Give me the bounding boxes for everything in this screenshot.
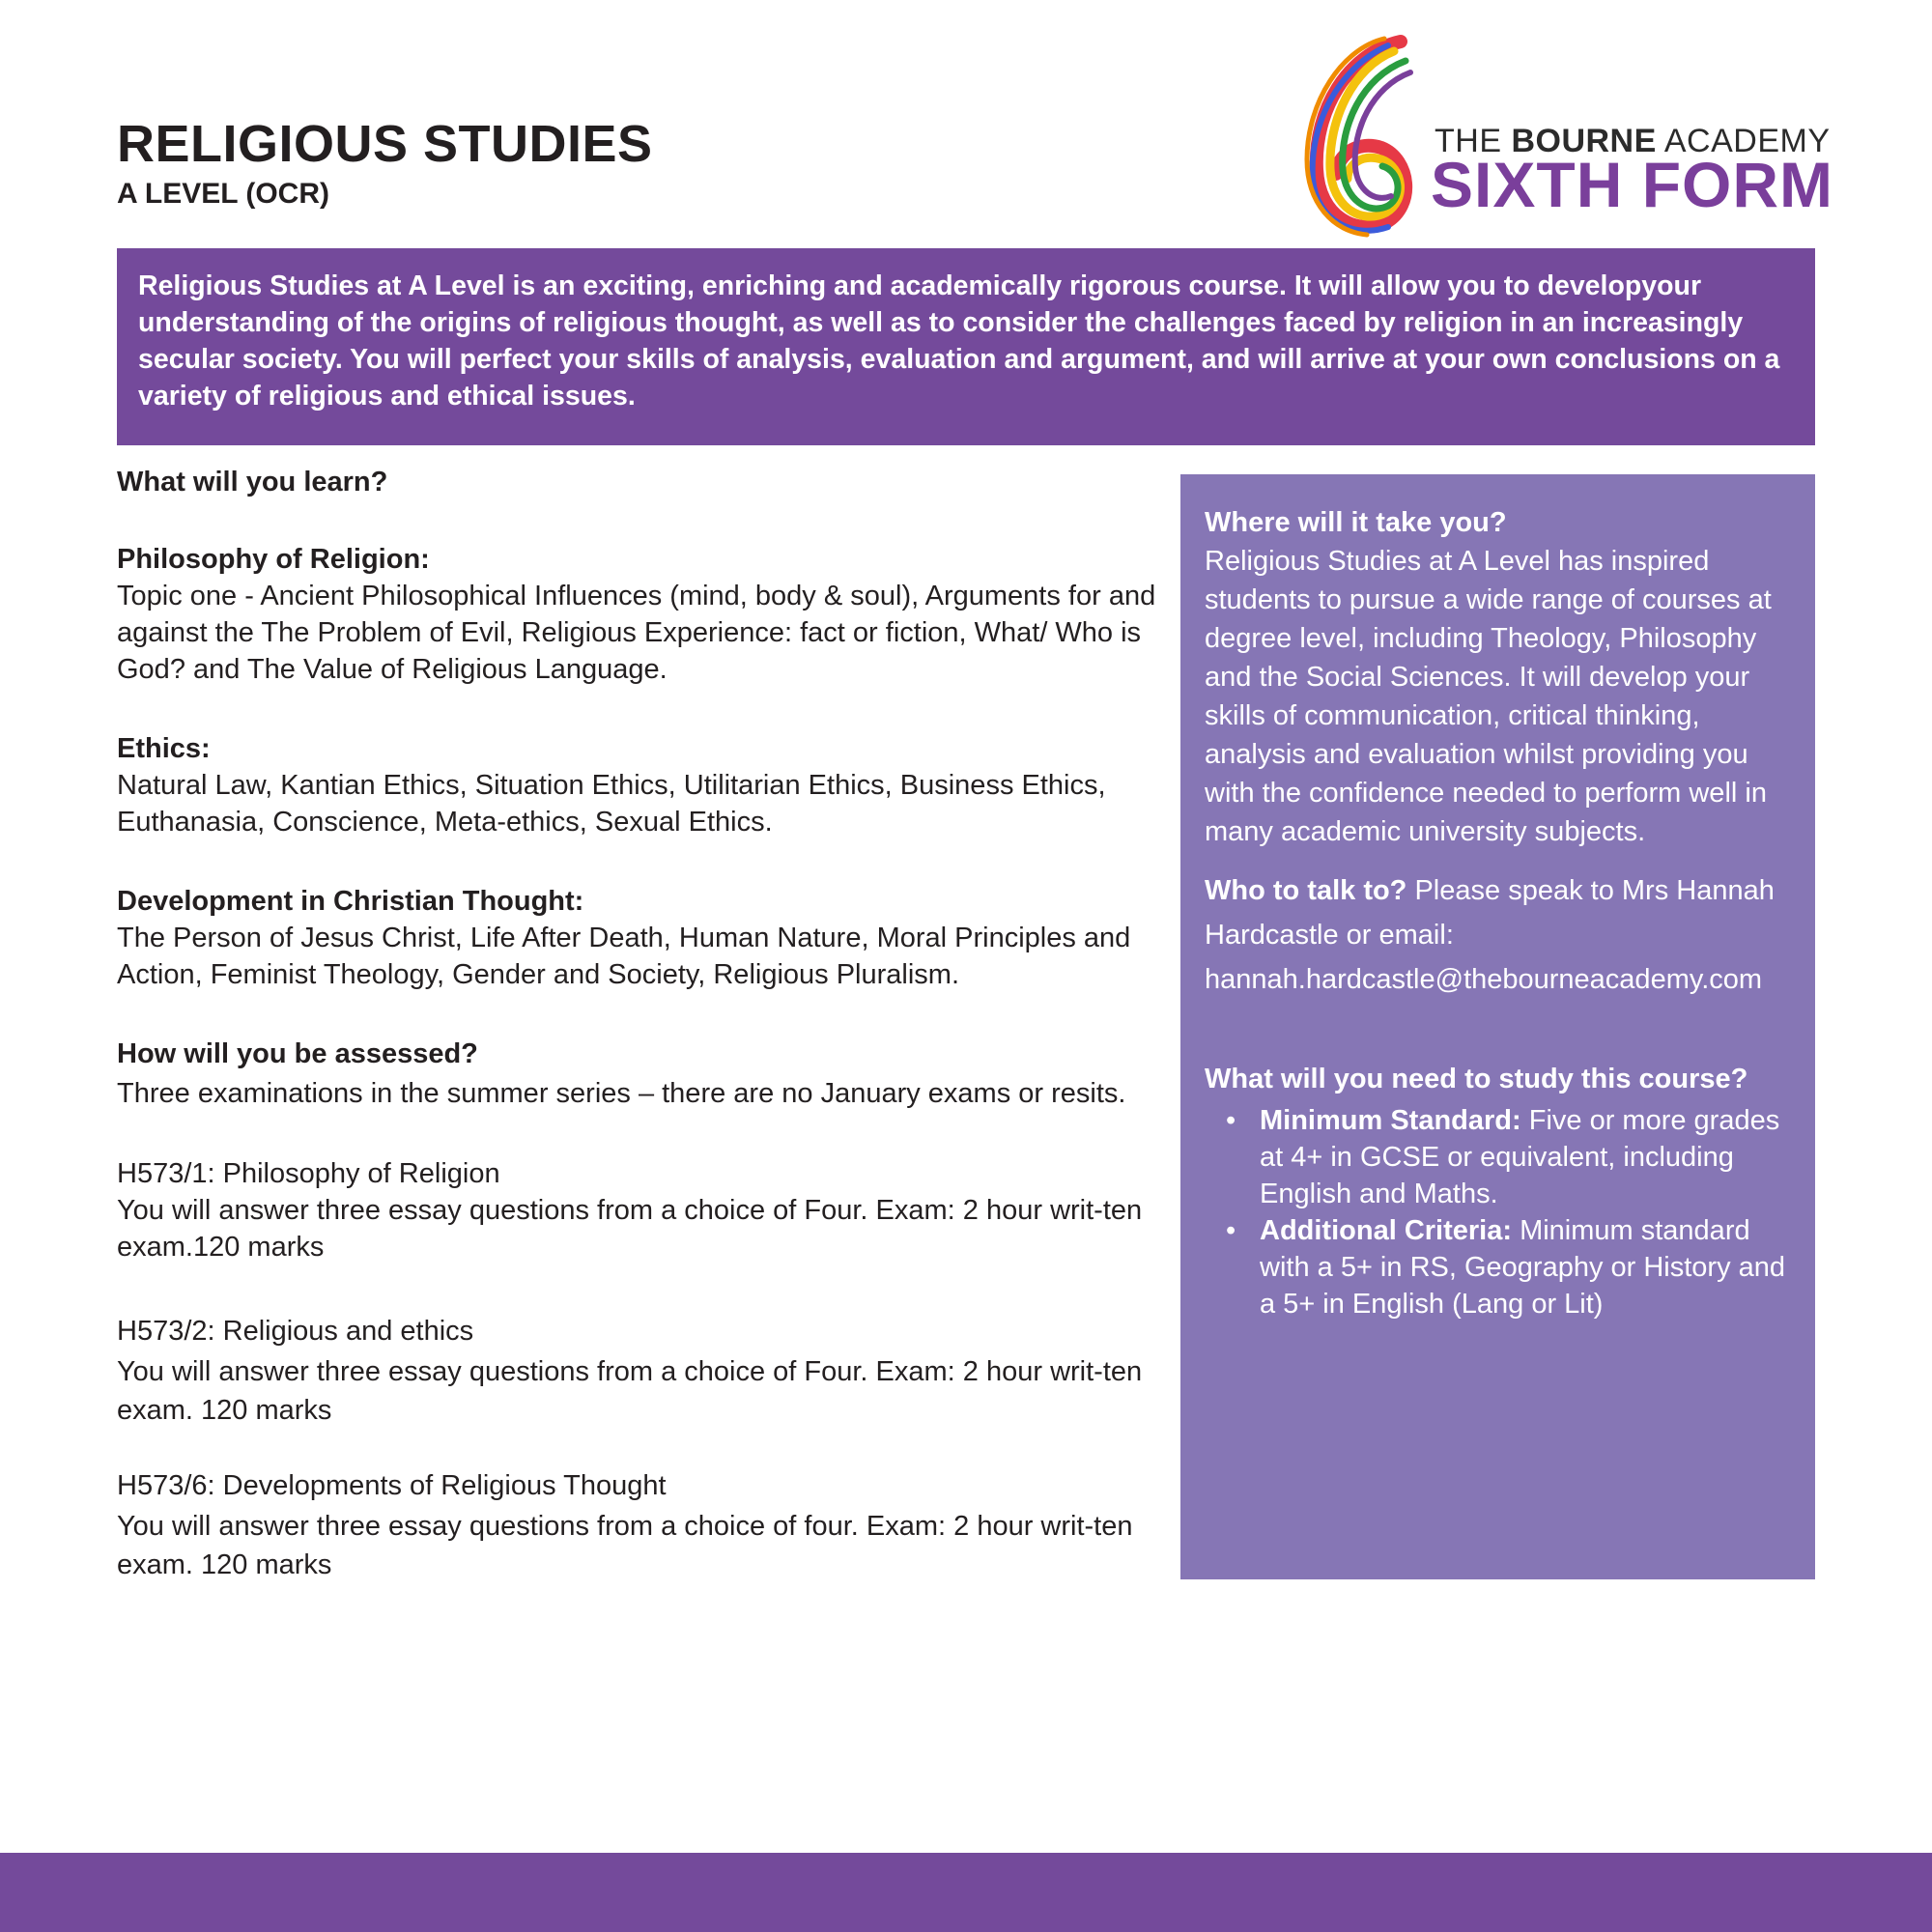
list-item bbox=[1226, 1212, 1796, 1322]
talk-heading: Who to talk to? bbox=[1205, 875, 1407, 906]
christian-thought-heading: Development in Christian Thought: bbox=[117, 886, 584, 917]
list-item bbox=[1226, 1102, 1796, 1212]
paper-1-code: H573/1: Philosophy of Religion bbox=[117, 1158, 500, 1189]
logo-sixth-form: SIXTH FORM bbox=[1431, 149, 1833, 220]
bullet-icon: • bbox=[1226, 1105, 1236, 1136]
intro-banner: Religious Studies at A Level is an exciting, enriching and academically rigorous course. It will allow you to developyour understanding of the origins of religious thought, as well as to consider the challenges faced by religion in an increasingly secular society. You will perfect your skills of analysis, evaluation and argument, and will arrive at your own conclusions on a variety of religious and ethical issues. bbox=[117, 248, 1815, 445]
school-logo bbox=[1299, 34, 1833, 242]
talk-text: Please speak to Mrs Hannah Hardcastle or email: bbox=[1205, 875, 1775, 951]
talk-paragraph bbox=[1205, 868, 1796, 957]
paper-1-text: You will answer three essay questions from a choice of Four. Exam: 2 hour writ-ten exam.120 marks bbox=[117, 1195, 1143, 1263]
requirements-list bbox=[1205, 1102, 1796, 1322]
philosophy-text: Topic one - Ancient Philosophical Influences (mind, body & soul), Arguments for and against the The Problem of Evil, Religious Experience: fact or fiction, What/ Who is God? and The Value of Religious Language. bbox=[117, 581, 1156, 685]
ethics-text: Natural Law, Kantian Ethics, Situation Ethics, Utilitarian Ethics, Business Ethics, Euthanasia, Conscience, Meta-ethics, Sexual Ethics. bbox=[117, 770, 1106, 838]
paper-2-code: H573/2: Religious and ethics bbox=[117, 1316, 474, 1347]
learn-heading: What will you learn? bbox=[117, 467, 388, 497]
main-content bbox=[117, 464, 1170, 1584]
paper-3-text: You will answer three essay questions from a choice of four. Exam: 2 hour writ-ten exam. 120 marks bbox=[117, 1511, 1133, 1580]
page-subtitle: A LEVEL (OCR) bbox=[117, 178, 330, 210]
where-heading: Where will it take you? bbox=[1205, 507, 1507, 538]
sixth-form-logo-icon bbox=[1299, 34, 1425, 242]
paper-2-text: You will answer three essay questions from a choice of Four. Exam: 2 hour writ-ten exam. 120 marks bbox=[117, 1356, 1143, 1426]
criteria-text: Minimum standard with a 5+ in RS, Geography or History and a 5+ in English (Lang or Lit) bbox=[1260, 1215, 1786, 1320]
requirements-heading: What will you need to study this course? bbox=[1205, 1064, 1748, 1094]
logo-school-name: THE BOURNE ACADEMY bbox=[1435, 123, 1831, 159]
criteria-label: Minimum Standard: bbox=[1260, 1105, 1521, 1136]
criteria-label: Additional Criteria: bbox=[1260, 1215, 1513, 1246]
paper-3-code: H573/6: Developments of Religious Thought bbox=[117, 1470, 667, 1501]
ethics-heading: Ethics: bbox=[117, 733, 211, 764]
christian-thought-text: The Person of Jesus Christ, Life After Death, Human Nature, Moral Principles and Action, Feminist Theology, Gender and Society, Religious Pluralism. bbox=[117, 923, 1131, 990]
where-text: Religious Studies at A Level has inspired students to pursue a wide range of courses at degree level, including Theology, Philosophy and the Social Sciences. It will develop your skills of communication, critical thinking, analysis and evaluation whilst providing you with the confidence needed to perform well in many academic university subjects. bbox=[1205, 546, 1772, 847]
assessment-heading: How will you be assessed? bbox=[117, 1038, 478, 1069]
footer-bar bbox=[0, 1853, 1932, 1932]
sidebar-panel bbox=[1180, 474, 1815, 1579]
criteria-text: Five or more grades at 4+ in GCSE or equivalent, including English and Maths. bbox=[1260, 1105, 1780, 1209]
bullet-icon: • bbox=[1226, 1215, 1236, 1246]
philosophy-heading: Philosophy of Religion: bbox=[117, 544, 430, 575]
assessment-text: Three examinations in the summer series – there are no January exams or resits. bbox=[117, 1078, 1126, 1109]
page-title: RELIGIOUS STUDIES bbox=[117, 115, 653, 173]
contact-email[interactable]: hannah.hardcastle@thebourneacademy.com bbox=[1205, 964, 1763, 995]
